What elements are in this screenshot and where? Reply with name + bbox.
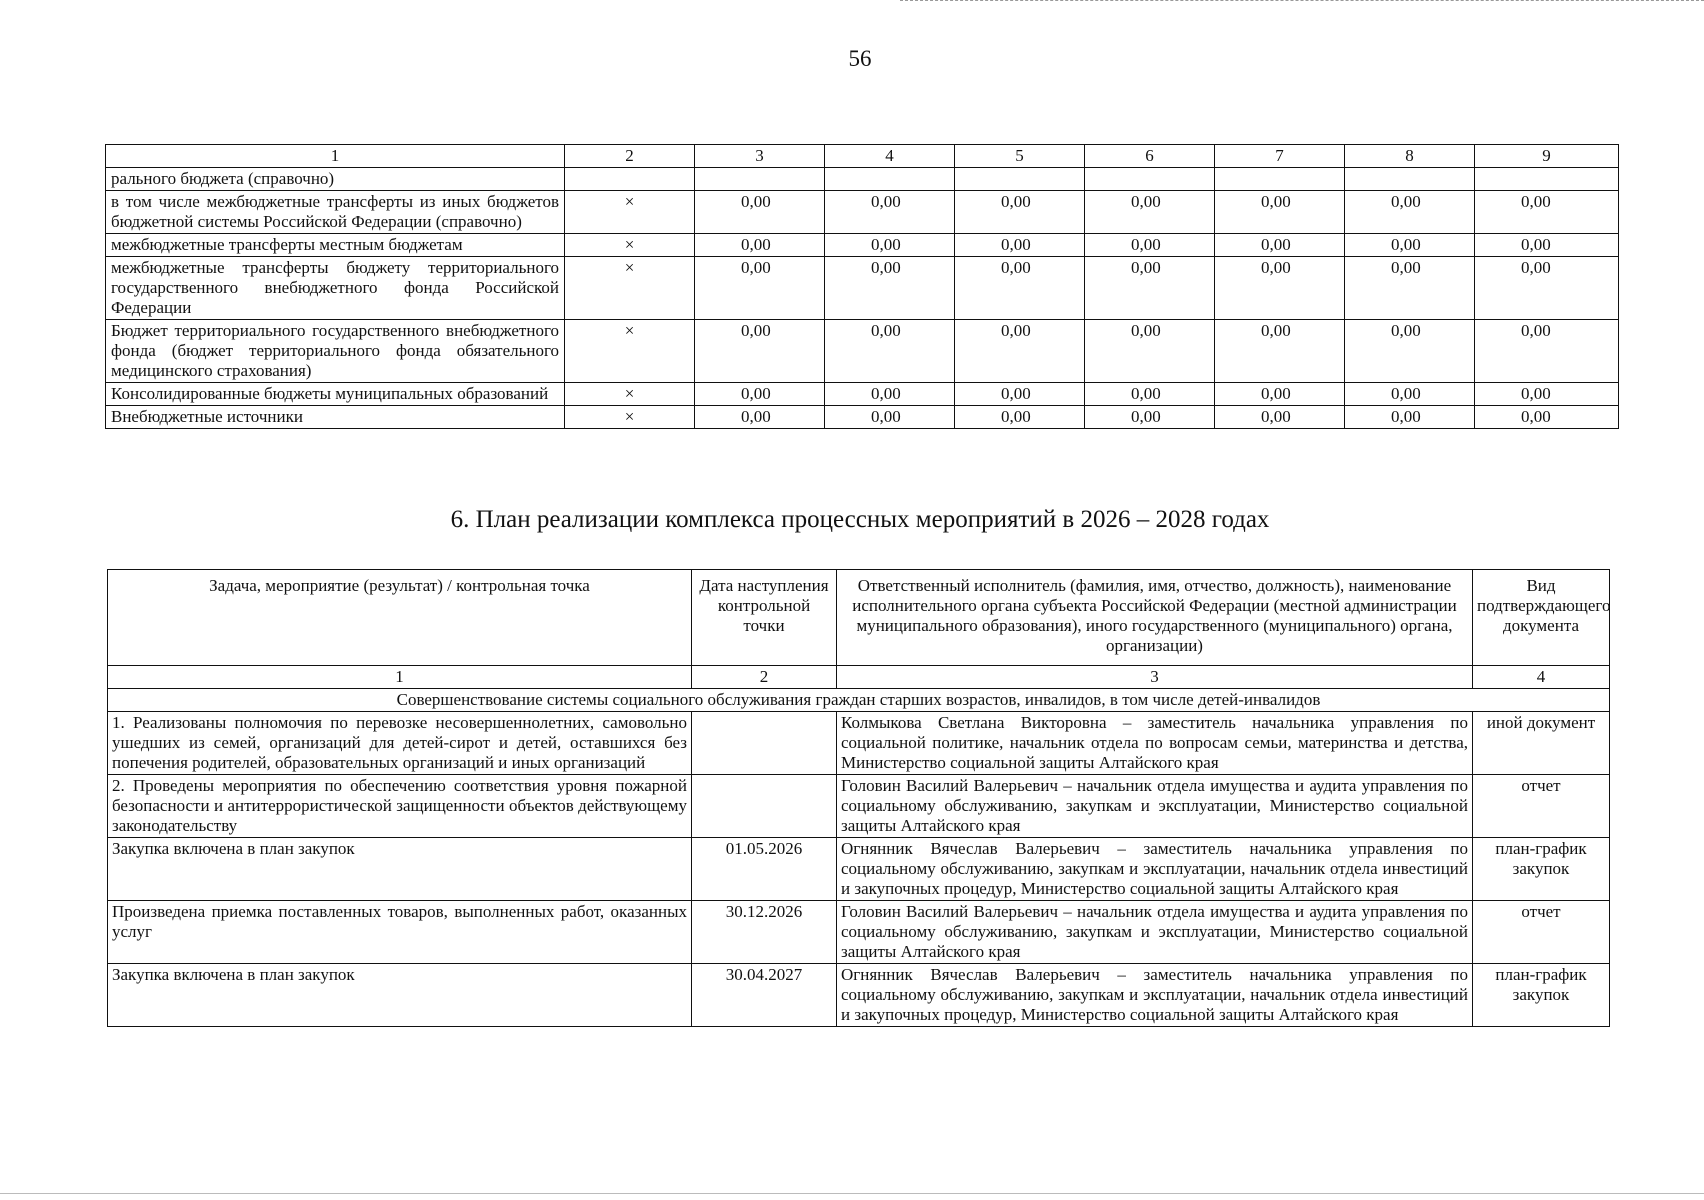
row-value: 0,00: [695, 191, 825, 234]
row-value: 0,00: [1215, 257, 1345, 320]
row-value: 0,00: [1475, 383, 1619, 406]
header-row: [108, 570, 1610, 666]
column-number-row: [108, 666, 1610, 689]
row-mark: [565, 168, 695, 191]
row-value: 0,00: [825, 320, 955, 383]
row-value: 0,00: [1345, 320, 1475, 383]
row-label: межбюджетные трансферты местным бюджетам: [106, 234, 565, 257]
date-cell: 01.05.2026: [692, 838, 837, 901]
date-cell: 30.04.2027: [692, 964, 837, 1027]
section-heading: 6. План реализации комплекса процессных мероприятий в 2026 – 2028 годах: [450, 506, 1270, 533]
row-value: [695, 168, 825, 191]
document-cell: отчет: [1473, 775, 1610, 838]
row-value: 0,00: [1345, 191, 1475, 234]
column-number: 4: [825, 145, 955, 168]
row-value: 0,00: [1475, 257, 1619, 320]
row-value: 0,00: [955, 257, 1085, 320]
row-value: 0,00: [1085, 191, 1215, 234]
table-row: [106, 320, 1619, 383]
row-value: 0,00: [955, 406, 1085, 429]
date-cell: [692, 712, 837, 775]
row-value: 0,00: [1085, 406, 1215, 429]
row-label: Внебюджетные источники: [106, 406, 565, 429]
table-row: [108, 901, 1610, 964]
column-number: 6: [1085, 145, 1215, 168]
responsible-cell: Головин Василий Валерьевич – начальник отдела имущества и аудита управления по социальному обслуживанию, закупкам и эксплуатации, Министерство социальной защиты Алтайского края: [837, 901, 1473, 964]
table-row: [108, 964, 1610, 1027]
table-row: [106, 257, 1619, 320]
finance-table: [105, 144, 1619, 429]
column-number: 7: [1215, 145, 1345, 168]
responsible-cell: Огнянник Вячеслав Валерьевич – заместитель начальника управления по социальному обслуживанию, закупкам и эксплуатации, начальник отдела инвестиций и закупочных процедур, Министерство социальной защиты Алтайского края: [837, 964, 1473, 1027]
date-cell: [692, 775, 837, 838]
row-value: [1345, 168, 1475, 191]
row-value: 0,00: [955, 234, 1085, 257]
task-cell: Произведена приемка поставленных товаров, выполненных работ, оказанных услуг: [108, 901, 692, 964]
scan-edge-bottom: [0, 1193, 1704, 1194]
column-number-row: [106, 145, 1619, 168]
responsible-cell: Головин Василий Валерьевич – начальник отдела имущества и аудита управления по социальному обслуживанию, закупкам и эксплуатации, Министерство социальной защиты Алтайского края: [837, 775, 1473, 838]
table-row: [106, 406, 1619, 429]
table-row: [108, 775, 1610, 838]
column-number: 3: [695, 145, 825, 168]
row-value: 0,00: [1475, 191, 1619, 234]
row-value: 0,00: [1215, 234, 1345, 257]
header-task: Задача, мероприятие (результат) / контрольная точка: [108, 570, 692, 666]
document-cell: план-график закупок: [1473, 838, 1610, 901]
column-number: 2: [565, 145, 695, 168]
row-value: 0,00: [1475, 320, 1619, 383]
responsible-cell: Огнянник Вячеслав Валерьевич – заместитель начальника управления по социальному обслуживанию, закупкам и эксплуатации, начальник отдела инвестиций и закупочных процедур, Министерство социальной защиты Алтайского края: [837, 838, 1473, 901]
document-cell: отчет: [1473, 901, 1610, 964]
row-value: 0,00: [1345, 383, 1475, 406]
table-row: [106, 168, 1619, 191]
row-value: 0,00: [1215, 191, 1345, 234]
column-number: 5: [955, 145, 1085, 168]
column-number: 4: [1473, 666, 1610, 689]
row-label: рального бюджета (справочно): [106, 168, 565, 191]
row-value: [1085, 168, 1215, 191]
row-value: 0,00: [695, 320, 825, 383]
row-value: 0,00: [695, 257, 825, 320]
row-mark: ×: [565, 320, 695, 383]
row-value: 0,00: [1215, 406, 1345, 429]
row-value: 0,00: [955, 383, 1085, 406]
row-value: 0,00: [1215, 383, 1345, 406]
row-value: [955, 168, 1085, 191]
row-value: 0,00: [955, 320, 1085, 383]
table-row: [106, 383, 1619, 406]
row-value: 0,00: [1345, 234, 1475, 257]
row-value: 0,00: [1345, 406, 1475, 429]
row-label: Консолидированные бюджеты муниципальных образований: [106, 383, 565, 406]
row-value: [1475, 168, 1619, 191]
row-mark: ×: [565, 406, 695, 429]
task-cell: 1. Реализованы полномочия по перевозке несовершеннолетних, самовольно ушедших из семей, организаций для детей-сирот и детей, оставшихся без попечения родителей, образовательных организаций и иных организаций: [108, 712, 692, 775]
row-value: [825, 168, 955, 191]
table-row: [106, 234, 1619, 257]
row-value: 0,00: [1085, 320, 1215, 383]
header-date: Дата наступления контрольной точки: [692, 570, 837, 666]
table-row: [108, 712, 1610, 775]
row-value: 0,00: [825, 191, 955, 234]
row-value: 0,00: [695, 234, 825, 257]
row-value: 0,00: [1085, 257, 1215, 320]
column-number: 1: [106, 145, 565, 168]
document-cell: план-график закупок: [1473, 964, 1610, 1027]
responsible-cell: Колмыкова Светлана Викторовна – заместитель начальника управления по социальной политике, начальник отдела по вопросам семьи, материнства и детства, Министерство социальной защиты Алтайского края: [837, 712, 1473, 775]
row-label: межбюджетные трансферты бюджету территориального государственного внебюджетного фонда Российской Федерации: [106, 257, 565, 320]
header-responsible: Ответственный исполнитель (фамилия, имя, отчество, должность), наименование исполнительного органа субъекта Российской Федерации (местной администрации муниципального образования), иного государственного (муниципального) органа, организации): [837, 570, 1473, 666]
row-mark: ×: [565, 191, 695, 234]
row-value: 0,00: [1345, 257, 1475, 320]
row-label: в том числе межбюджетные трансферты из иных бюджетов бюджетной системы Российской Федерации (справочно): [106, 191, 565, 234]
row-value: 0,00: [1085, 383, 1215, 406]
row-value: 0,00: [825, 257, 955, 320]
plan-table: [107, 569, 1610, 1027]
row-value: 0,00: [955, 191, 1085, 234]
row-value: 0,00: [695, 383, 825, 406]
task-cell: Закупка включена в план закупок: [108, 964, 692, 1027]
group-title: Совершенствование системы социального обслуживания граждан старших возрастов, инвалидов, в том числе детей-инвалидов: [108, 689, 1610, 712]
row-value: 0,00: [825, 383, 955, 406]
row-value: 0,00: [825, 234, 955, 257]
header-document: Вид подтверждающего документа: [1473, 570, 1610, 666]
row-mark: ×: [565, 383, 695, 406]
column-number: 3: [837, 666, 1473, 689]
task-cell: 2. Проведены мероприятия по обеспечению соответствия уровня пожарной безопасности и антитеррористической защищенности объектов действующему законодательству: [108, 775, 692, 838]
row-label: Бюджет территориального государственного внебюджетного фонда (бюджет территориального фонда обязательного медицинского страхования): [106, 320, 565, 383]
document-cell: иной документ: [1473, 712, 1610, 775]
row-value: 0,00: [695, 406, 825, 429]
row-value: 0,00: [1085, 234, 1215, 257]
row-mark: ×: [565, 234, 695, 257]
scan-edge-top: [900, 0, 1704, 1]
row-value: [1215, 168, 1345, 191]
row-value: 0,00: [825, 406, 955, 429]
group-row: [108, 689, 1610, 712]
table-row: [108, 838, 1610, 901]
column-number: 2: [692, 666, 837, 689]
task-cell: Закупка включена в план закупок: [108, 838, 692, 901]
column-number: 1: [108, 666, 692, 689]
row-mark: ×: [565, 257, 695, 320]
page-number: 56: [848, 46, 872, 71]
table-row: [106, 191, 1619, 234]
column-number: 9: [1475, 145, 1619, 168]
column-number: 8: [1345, 145, 1475, 168]
date-cell: 30.12.2026: [692, 901, 837, 964]
row-value: 0,00: [1215, 320, 1345, 383]
row-value: 0,00: [1475, 406, 1619, 429]
row-value: 0,00: [1475, 234, 1619, 257]
